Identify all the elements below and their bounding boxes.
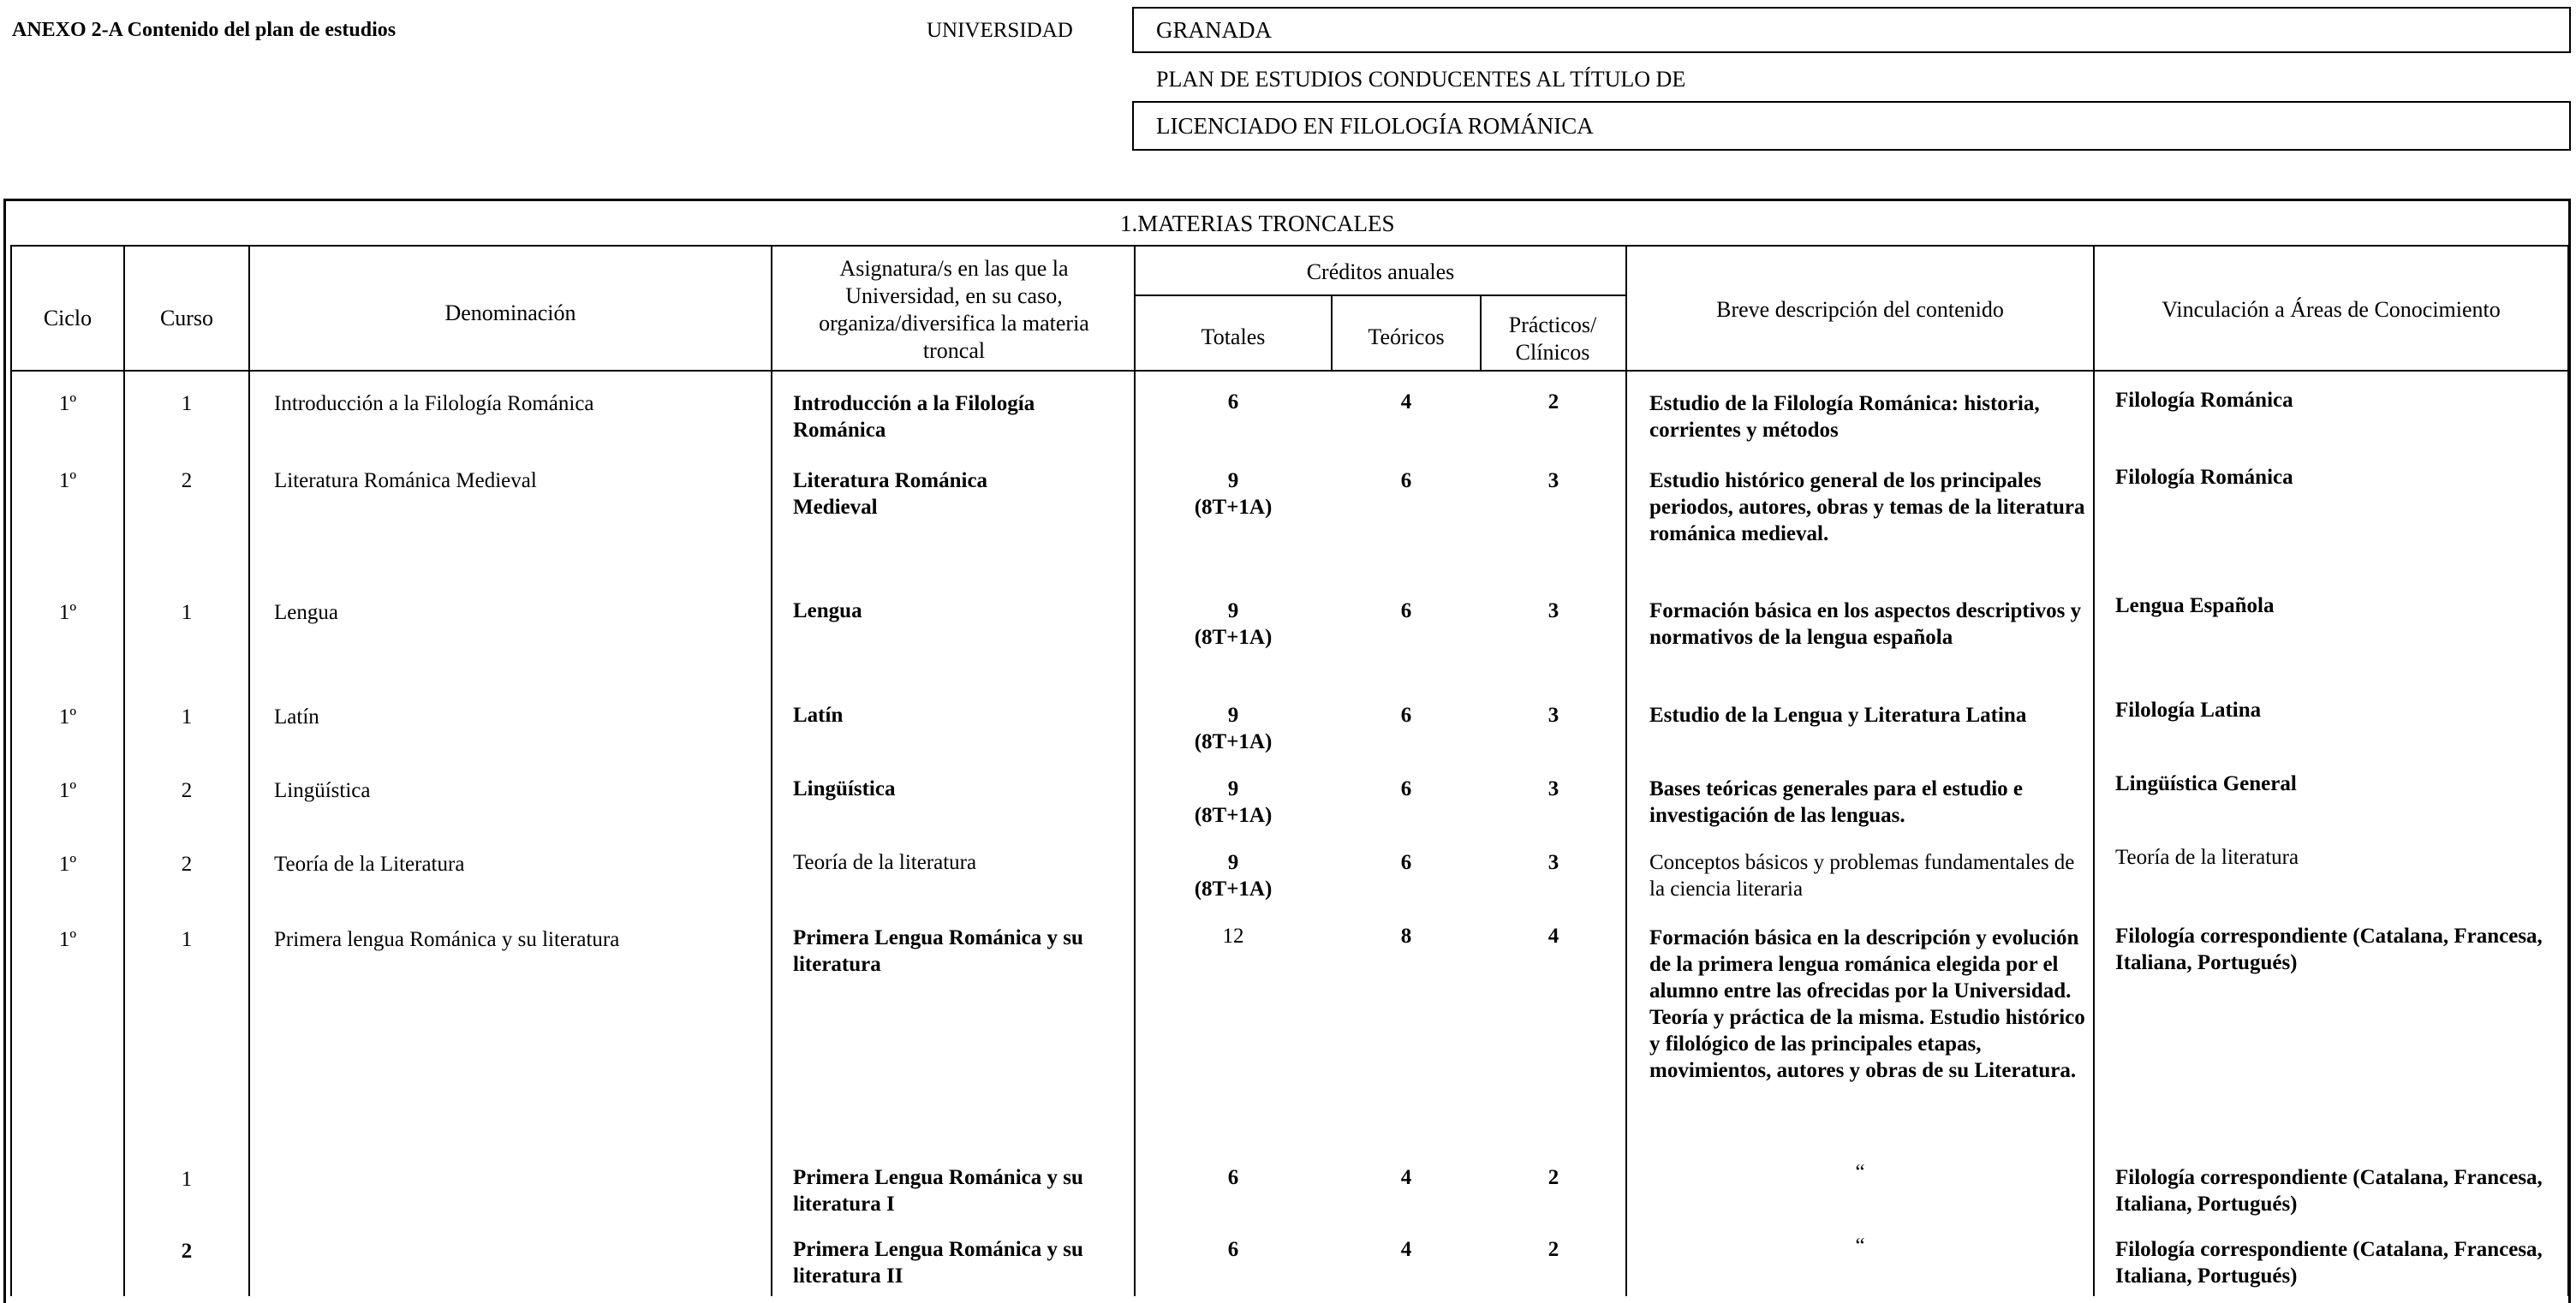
cell-denominacion: Lingüística xyxy=(274,779,371,802)
cell-totales xyxy=(1136,1236,1331,1263)
cell-teoricos: 6 xyxy=(1400,777,1412,800)
cell-vinculacion: Filología correspondiente (Catalana, Francesa, Italiana, Portugués) xyxy=(2115,1166,2543,1216)
cell-totales xyxy=(1136,467,1331,521)
cell-ciclo: 1º xyxy=(58,469,77,492)
cell-curso: 2 xyxy=(181,1240,193,1263)
header-bottom-line xyxy=(10,370,2569,372)
cell-totales xyxy=(1136,598,1331,651)
cell-vinculacion: Filología correspondiente (Catalana, Francesa, Italiana, Portugués) xyxy=(2115,1238,2543,1288)
cell-denominacion: Lengua xyxy=(274,601,338,624)
totales-value: 12 xyxy=(1222,925,1244,948)
cell-curso: 1 xyxy=(181,601,193,624)
cell-descripcion: Formación básica en los aspectos descriptivos y normativos de la lengua española xyxy=(1649,599,2082,649)
header-top-line xyxy=(10,245,2569,247)
cell-practicos: 4 xyxy=(1547,925,1559,948)
plan-label: PLAN DE ESTUDIOS CONDUCENTES AL TÍTULO DE xyxy=(1156,67,1686,92)
totales-value: 9 xyxy=(1227,777,1239,800)
cell-curso: 1 xyxy=(181,705,193,729)
cell-ciclo: 1º xyxy=(58,928,77,951)
header-curso: Curso xyxy=(159,306,214,330)
header-denominacion: Denominación xyxy=(444,300,576,325)
cell-practicos: 2 xyxy=(1547,390,1559,414)
cell-ciclo: 1º xyxy=(58,392,77,415)
totales-sub: (8T+1A) xyxy=(1194,730,1273,753)
col-line xyxy=(771,247,772,1296)
cell-asignatura: Primera Lengua Románica y su literatura I xyxy=(793,1166,1083,1216)
cell-vinculacion: Filología Románica xyxy=(2115,466,2293,489)
cell-denominacion: Latín xyxy=(274,705,319,729)
cell-curso: 2 xyxy=(181,779,193,802)
cell-vinculacion: Teoría de la literatura xyxy=(2115,846,2299,869)
cell-asignatura: Primera Lengua Románica y su literatura II xyxy=(793,1238,1083,1288)
cell-teoricos: 6 xyxy=(1400,851,1412,874)
cell-teoricos: 6 xyxy=(1400,704,1412,727)
cell-totales xyxy=(1136,702,1331,755)
header-practicos: Prácticos/ Clínicos xyxy=(1508,312,1597,365)
cell-teoricos: 6 xyxy=(1400,599,1412,622)
university-value: GRANADA xyxy=(1156,16,1272,43)
totales-value: 9 xyxy=(1227,469,1239,492)
section-title: 1.MATERIAS TRONCALES xyxy=(1120,211,1395,236)
cell-practicos: 3 xyxy=(1547,599,1559,622)
cell-teoricos: 4 xyxy=(1400,1166,1412,1189)
degree-title: LICENCIADO EN FILOLOGÍA ROMÁNICA xyxy=(1156,112,1594,139)
cell-curso: 1 xyxy=(181,392,193,415)
cell-asignatura: Primera Lengua Románica y su literatura xyxy=(793,926,1083,976)
cell-asignatura: Literatura Románica Medieval xyxy=(793,469,988,519)
cell-vinculacion: Filología Latina xyxy=(2115,699,2262,722)
cell-curso: 2 xyxy=(181,469,193,492)
header-vinculacion: Vinculación a Áreas de Conocimiento xyxy=(2162,297,2501,322)
degree-title-box xyxy=(1132,101,2571,151)
cell-ciclo: 1º xyxy=(58,853,77,876)
cell-totales xyxy=(1136,389,1331,415)
cell-ciclo: 1º xyxy=(58,779,77,802)
totales-sub: (8T+1A) xyxy=(1194,626,1273,649)
credits-subheader-line xyxy=(1134,295,1627,296)
cell-practicos: 2 xyxy=(1547,1166,1559,1189)
cell-denominacion: Teoría de la Literatura xyxy=(274,853,465,876)
cell-denominacion: Literatura Románica Medieval xyxy=(274,469,537,492)
cell-totales xyxy=(1136,849,1331,902)
cell-asignatura: Latín xyxy=(793,704,844,727)
cell-vinculacion: Filología correspondiente (Catalana, Francesa, Italiana, Portugués) xyxy=(2115,925,2543,974)
cell-ciclo: 1º xyxy=(58,705,77,729)
cell-asignatura: Lengua xyxy=(793,599,862,622)
cell-practicos: 3 xyxy=(1547,469,1559,492)
cell-descripcion: Formación básica en la descripción y evolución de la primera lengua románica elegida por el alumno entre las ofrecidas por la Universidad. Teoría y práctica de la misma. Estudio histórico y filológico de las principales etapas, movimientos, autores y obras de su Literatura. xyxy=(1649,926,2085,1082)
cell-practicos: 2 xyxy=(1547,1238,1559,1261)
cell-denominacion: Introducción a la Filología Románica xyxy=(274,392,594,415)
header-teoricos: Teóricos xyxy=(1368,324,1445,349)
cell-ciclo: 1º xyxy=(58,601,77,624)
totales-value: 9 xyxy=(1227,599,1239,622)
totales-value: 6 xyxy=(1227,1238,1239,1261)
cell-asignatura: Teoría de la literatura xyxy=(793,851,977,874)
cell-practicos: 3 xyxy=(1547,704,1559,727)
header-asignatura: Asignatura/s en las que la Universidad, en su caso, organiza/diversifica la materia troncal xyxy=(819,256,1089,363)
cell-totales xyxy=(1136,1164,1331,1191)
col-line xyxy=(248,247,250,1296)
cell-teoricos: 8 xyxy=(1400,925,1412,948)
cell-descripcion: Estudio de la Lengua y Literatura Latina xyxy=(1649,704,2027,727)
col-line xyxy=(2093,247,2095,1296)
cell-curso: 1 xyxy=(181,928,193,951)
header-totales: Totales xyxy=(1201,324,1266,349)
totales-value: 9 xyxy=(1227,704,1239,727)
header-creditos: Créditos anuales xyxy=(1306,259,1455,284)
col-line xyxy=(1625,247,1627,1296)
university-value-box xyxy=(1132,7,2571,53)
cell-curso: 2 xyxy=(181,853,193,876)
cell-practicos: 3 xyxy=(1547,851,1559,874)
cell-descripcion: Bases teóricas generales para el estudio e investigación de las lenguas. xyxy=(1649,777,2024,827)
cell-totales xyxy=(1136,776,1331,829)
totales-sub: (8T+1A) xyxy=(1194,878,1273,901)
totales-value: 6 xyxy=(1227,1166,1239,1189)
totales-value: 6 xyxy=(1227,390,1239,414)
cell-teoricos: 4 xyxy=(1400,390,1412,414)
totales-sub: (8T+1A) xyxy=(1194,496,1273,519)
cell-descripcion: Estudio de la Filología Románica: historia, corrientes y métodos xyxy=(1649,392,2040,442)
cell-totales xyxy=(1136,923,1331,949)
cell-descripcion: “ xyxy=(1855,1235,1865,1258)
cell-descripcion: “ xyxy=(1855,1161,1865,1184)
university-label: UNIVERSIDAD xyxy=(927,19,1073,42)
cell-vinculacion: Lingüística General xyxy=(2115,772,2297,795)
annex-heading: ANEXO 2-A Contenido del plan de estudios xyxy=(12,19,397,41)
cell-curso: 1 xyxy=(181,1168,193,1191)
totales-sub: (8T+1A) xyxy=(1194,804,1273,827)
cell-denominacion: Primera lengua Románica y su literatura xyxy=(274,928,620,951)
header-descripcion: Breve descripción del contenido xyxy=(1716,297,2004,322)
col-line xyxy=(1480,295,1482,372)
cell-vinculacion: Lengua Española xyxy=(2115,594,2275,617)
cell-vinculacion: Filología Románica xyxy=(2115,389,2293,412)
header-ciclo: Ciclo xyxy=(43,306,92,330)
cell-teoricos: 6 xyxy=(1400,469,1412,492)
cell-teoricos: 4 xyxy=(1400,1238,1412,1261)
cell-asignatura: Introducción a la Filología Románica xyxy=(793,392,1035,442)
cell-asignatura: Lingüística xyxy=(793,777,896,800)
cell-practicos: 3 xyxy=(1547,777,1559,800)
totales-value: 9 xyxy=(1227,851,1239,874)
cell-descripcion: Estudio histórico general de los principales periodos, autores, obras y temas de la literatura románica medieval. xyxy=(1649,469,2085,545)
cell-descripcion: Conceptos básicos y problemas fundamentales de la ciencia literaria xyxy=(1649,851,2075,901)
